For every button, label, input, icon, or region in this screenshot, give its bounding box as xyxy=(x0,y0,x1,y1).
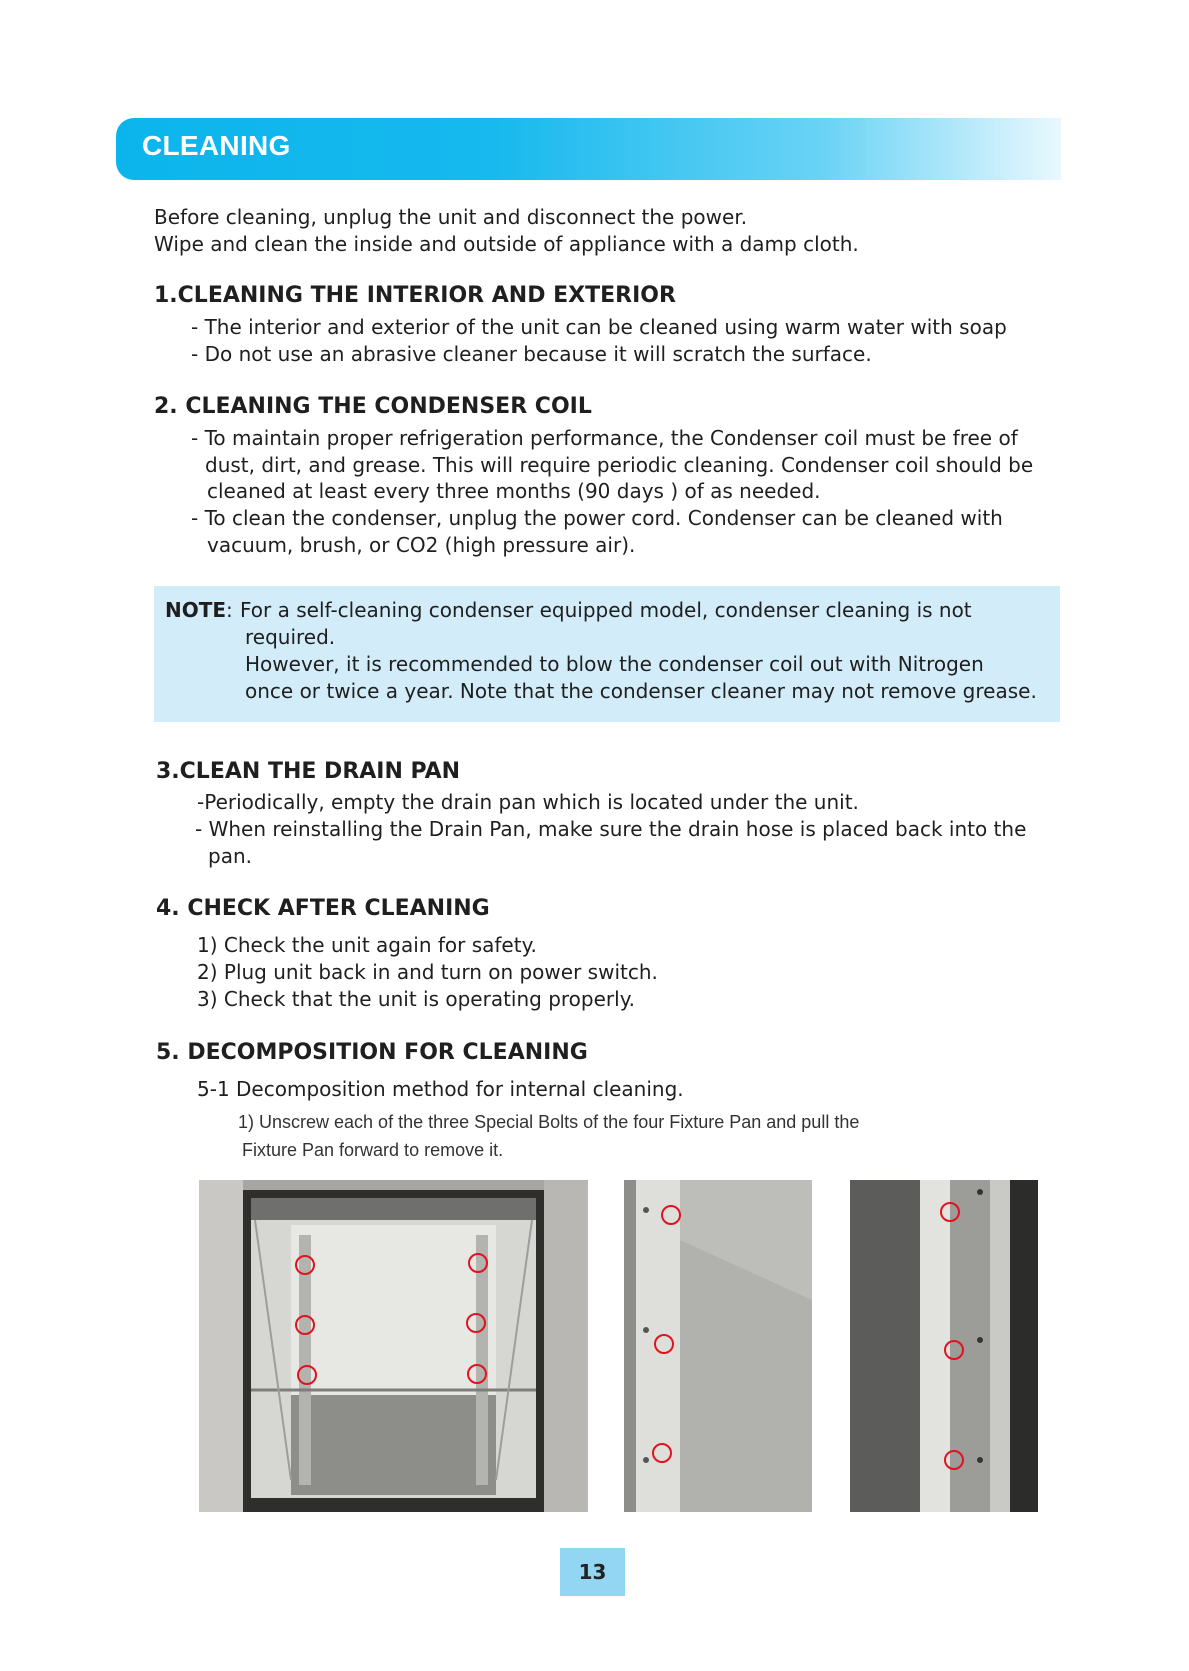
step-line: 1) Unscrew each of the three Special Bolts of the four Fixture Pan and pull the xyxy=(238,1112,860,1132)
bolt-marker xyxy=(295,1255,315,1275)
left-rail-photo xyxy=(624,1180,812,1512)
note-line: For a self-cleaning condenser equipped model, condenser cleaning is not xyxy=(240,598,972,622)
note-line: required. xyxy=(245,625,336,649)
bullet-line: cleaned at least every three months (90 days ) of as needed. xyxy=(207,479,821,503)
bolt-marker xyxy=(468,1253,488,1273)
note-colon: : xyxy=(226,598,233,622)
bolt-marker xyxy=(944,1450,964,1470)
heading-interior-exterior: 1.CLEANING THE INTERIOR AND EXTERIOR xyxy=(154,283,676,308)
heading-check-after-cleaning: 4. CHECK AFTER CLEANING xyxy=(156,896,490,921)
bolt-marker xyxy=(295,1315,315,1335)
note-label: NOTE xyxy=(165,598,227,622)
heading-condenser-coil: 2. CLEANING THE CONDENSER COIL xyxy=(154,394,592,419)
bolt-marker xyxy=(652,1443,672,1463)
section-banner xyxy=(116,118,1061,180)
bolt-marker xyxy=(940,1202,960,1222)
check-step: 3) Check that the unit is operating properly. xyxy=(197,987,636,1011)
bullet-line: -Periodically, empty the drain pan which is located under the unit. xyxy=(197,790,859,814)
bolt-marker xyxy=(661,1205,681,1225)
right-rail-photo xyxy=(850,1180,1038,1512)
bullet-line: - To maintain proper refrigeration performance, the Condenser coil must be free of xyxy=(191,426,1018,450)
bolt-marker xyxy=(944,1340,964,1360)
bullet-line: pan. xyxy=(208,844,252,868)
bullet-line: - When reinstalling the Drain Pan, make sure the drain hose is placed back into the xyxy=(195,817,1027,841)
check-step: 1) Check the unit again for safety. xyxy=(197,933,537,957)
bolt-marker xyxy=(466,1313,486,1333)
note-line: once or twice a year. Note that the condenser cleaner may not remove grease. xyxy=(245,679,1037,703)
heading-drain-pan: 3.CLEAN THE DRAIN PAN xyxy=(156,759,461,784)
bolt-marker xyxy=(654,1334,674,1354)
intro-line: Wipe and clean the inside and outside of appliance with a damp cloth. xyxy=(154,232,859,256)
section-title: CLEANING xyxy=(142,130,291,161)
intro-line: Before cleaning, unplug the unit and disconnect the power. xyxy=(154,205,748,229)
cabinet-interior-photo xyxy=(199,1180,588,1512)
subsection-title: 5-1 Decomposition method for internal cleaning. xyxy=(197,1077,684,1101)
bullet-line: dust, dirt, and grease. This will require periodic cleaning. Condenser coil should be xyxy=(205,453,1034,477)
heading-decomposition: 5. DECOMPOSITION FOR CLEANING xyxy=(156,1040,588,1065)
note-line: However, it is recommended to blow the condenser coil out with Nitrogen xyxy=(245,652,984,676)
bullet-line: vacuum, brush, or CO2 (high pressure air). xyxy=(207,533,636,557)
step-line: Fixture Pan forward to remove it. xyxy=(242,1140,504,1160)
bullet-line: - Do not use an abrasive cleaner because it will scratch the surface. xyxy=(191,342,872,366)
page-number: 13 xyxy=(560,1548,625,1596)
bullet-line: - The interior and exterior of the unit can be cleaned using warm water with soap xyxy=(191,315,1007,339)
check-step: 2) Plug unit back in and turn on power switch. xyxy=(197,960,658,984)
bullet-line: - To clean the condenser, unplug the power cord. Condenser can be cleaned with xyxy=(191,506,1003,530)
bolt-marker xyxy=(467,1364,487,1384)
note-box xyxy=(154,586,1060,722)
bolt-marker xyxy=(297,1365,317,1385)
